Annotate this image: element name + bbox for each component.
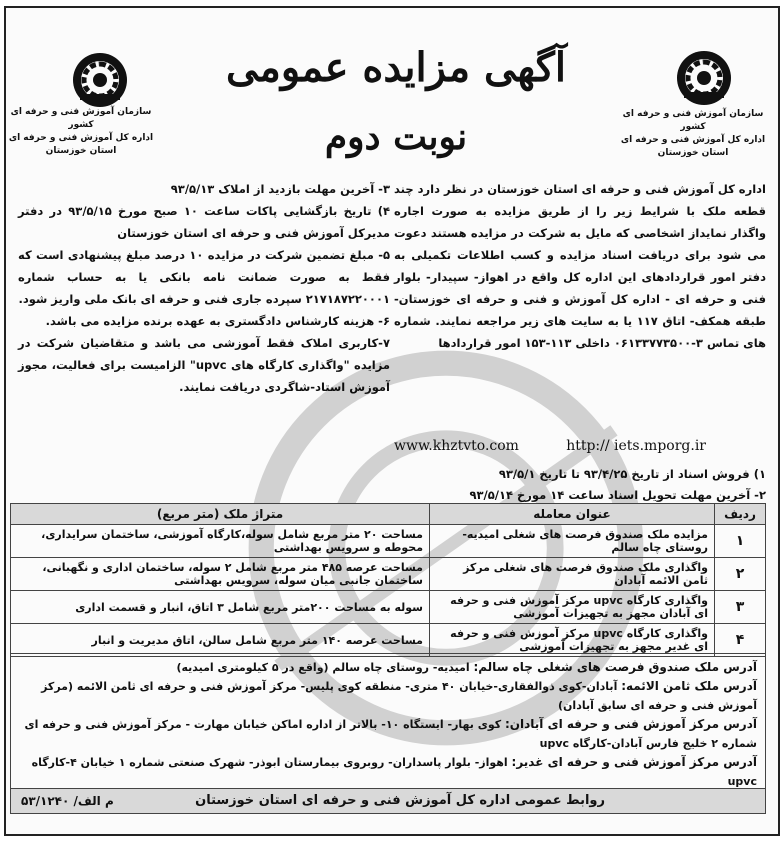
condition-item: ۴) تاریخ بازگشایی پاکات ساعت ۱۰ صبح مورخ ۹۳/۵/۱۵ در دفتر مدیرکل آموزش فنی و حرفه ای استان خوزستان (18, 204, 390, 240)
org-line: اداره کل آموزش فنی و حرفه ای (8, 133, 154, 143)
address-label: آدرس ملک ثامن الائمه: (621, 679, 757, 693)
addresses-box (10, 653, 766, 796)
org-line: سازمان آموزش فنی و حرفه ای کشور (622, 109, 764, 132)
org-line: سازمان آموزش فنی و حرفه ای کشور (10, 107, 152, 130)
address-item (19, 677, 757, 715)
row-index: ۳ (715, 591, 766, 624)
org-logo-right-icon (674, 48, 734, 108)
org-line: استان خوزستان (45, 146, 117, 156)
footer-bar (10, 788, 766, 814)
address-label: آدرس ملک صندوق فرصت های شغلی چاه سالم: (473, 660, 757, 674)
org-line: استان خوزستان (657, 148, 729, 158)
address-item (19, 715, 757, 753)
col-header-area: متراژ ملک (متر مربع) (11, 504, 430, 525)
lots-table (10, 503, 766, 657)
table-row (11, 624, 766, 657)
website-link-iets[interactable]: http:// iets.mporg.ir (566, 438, 706, 454)
address-text: امیدیه- روستای چاه سالم (واقع در ۵ کیلومتری امیدیه) (176, 661, 470, 674)
website-link-khztvto[interactable]: www.khztvto.com (394, 438, 519, 454)
footer-signature: روابط عمومی اداره کل آموزش فنی و حرفه ای استان خوزستان (195, 793, 605, 808)
condition-item: ۱) فروش اسناد از تاریخ ۹۳/۴/۲۵ تا تاریخ ۹۳/۵/۱ (498, 467, 766, 481)
footer-code: م الف/ ۵۳/۱۲۴۰ (21, 794, 114, 808)
conditions-right (394, 464, 766, 506)
row-title: واگذاری کارگاه upvc مرکز آموزش فنی و حرفه ای آبادان مجهز به تجهیزات آموزشی (430, 591, 715, 624)
address-text: کوی بهار- ایستگاه ۱۰- بالاتر از اداره اماکن خیابان مهارت - مرکز آموزش فنی و حرفه ای شماره ۲ خلیج فارس آبادان-کارگاه upvc (24, 718, 757, 750)
intro-paragraph: اداره کل آموزش فنی و حرفه ای استان خوزستان در نظر دارد چند قطعه ملک با شرایط زیر را از طریق مزایده به صورت اجاره واگذار نمایداز اشخاصی که مایل به شرکت در مزایده هستند دعوت می شود برای دریافت اسناد مزایده و کسب اطلاعات تکمیلی به دفتر امور قراردادهای این اداره کل واقع در اهواز- سپیدار- بلوار فنی و حرفه ای - اداره کل آموزش و فنی و حرفه ای خوزستان- طبقه همکف- اتاق ۱۱۷ یا به سایت های زیر مراجعه نمایند. شماره های تماس ۳-۰۶۱۳۳۷۷۳۵۰۰ داخلی ۱۱۳-۱۵۳ امور قراردادها (394, 182, 766, 350)
table-row (11, 591, 766, 624)
row-area: مساحت عرصه ۱۴۰ متر مربع شامل سالن، اتاق مدیریت و انبار (11, 624, 430, 657)
address-label: آدرس مرکز آموزش فنی و حرفه ای غدیر: (511, 755, 757, 769)
condition-item: ۵- مبلغ تضمین شرکت در مزایده ۱۰ درصد مبلغ پیشنهادی است که فقط به صورت ضمانت نامه بانکی یا به حساب شماره ۲۱۷۱۸۷۲۲۰۰۰۱ سپرده جاری فنی و حرفه ای بانک ملی واریز شود. (18, 248, 390, 306)
conditions-left (18, 178, 390, 398)
org-name-left (6, 106, 156, 158)
org-logo-left-icon (70, 50, 130, 110)
address-text: اهواز- بلوار پاسداران- روبروی بیمارستان ابوذر- شهرک صنعتی شماره ۱ خیابان ۴-کارگاه upvc (31, 756, 757, 788)
row-title: مزایده ملک صندوق فرصت های شغلی امیدیه- روستای چاه سالم (430, 525, 715, 558)
address-item (19, 753, 757, 791)
address-label: آدرس مرکز آموزش فنی و حرفه ای آبادان: (504, 717, 757, 731)
row-index: ۴ (715, 624, 766, 657)
col-header-title: عنوان معامله (430, 504, 715, 525)
notice-title: آگهی مزایده عمومی (226, 44, 566, 91)
condition-item: ۶- هزینه کارشناس دادگستری به عهده برنده مزایده می باشد. (45, 314, 390, 328)
condition-item: ۷-کاربری املاک فقط آموزشی می باشد و متقاضیان شرکت در مزایده "واگذاری کارگاه های upvc" الزامیست برای فعالیت، مجوز آموزش استاد-شاگردی دریافت نمایند. (18, 336, 390, 394)
row-title: واگذاری ملک صندوق فرصت های شغلی مرکز ثامن الائمه آبادان (430, 558, 715, 591)
org-name-right (618, 108, 768, 160)
condition-item: ۲- آخرین مهلت تحویل اسناد ساعت ۱۴ مورخ ۹۳/۵/۱۴ (469, 488, 766, 502)
website-links (394, 438, 766, 460)
table-row (11, 525, 766, 558)
address-item (19, 658, 757, 677)
table-header-row (11, 504, 766, 525)
row-index: ۲ (715, 558, 766, 591)
condition-item: ۳- آخرین مهلت بازدید از املاک ۹۳/۵/۱۳ (170, 182, 390, 196)
table-row (11, 558, 766, 591)
row-area: مساحت ۲۰ متر مربع شامل سوله،کارگاه آموزشی، ساختمان سرایداری، محوطه و سرویس بهداشتی (11, 525, 430, 558)
row-title: واگذاری کارگاه upvc مرکز آموزش فنی و حرفه ای غدیر مجهز به تجهیزات آموزشی (430, 624, 715, 657)
col-header-index: ردیف (715, 504, 766, 525)
notice-round: نوبت دوم (324, 116, 468, 158)
row-index: ۱ (715, 525, 766, 558)
row-area: سوله به مساحت ۲۰۰متر مربع شامل ۳ اتاق، انبار و قسمت اداری (11, 591, 430, 624)
row-area: مساحت عرصه ۴۸۵ متر مربع شامل ۲ سوله، ساختمان اداری و نگهبانی، ساختمان جانبی میان سوله، سرویس بهداشتی (11, 558, 430, 591)
address-text: آبادان-کوی ذوالفقاری-خیابان ۴۰ متری- منطقه کوی پلیس- مرکز آموزش فنی و حرفه ای ثامن الائمه (مرکز آموزش فنی و حرفه ای سابق آبادان) (41, 680, 757, 712)
org-line: اداره کل آموزش فنی و حرفه ای (620, 135, 766, 145)
